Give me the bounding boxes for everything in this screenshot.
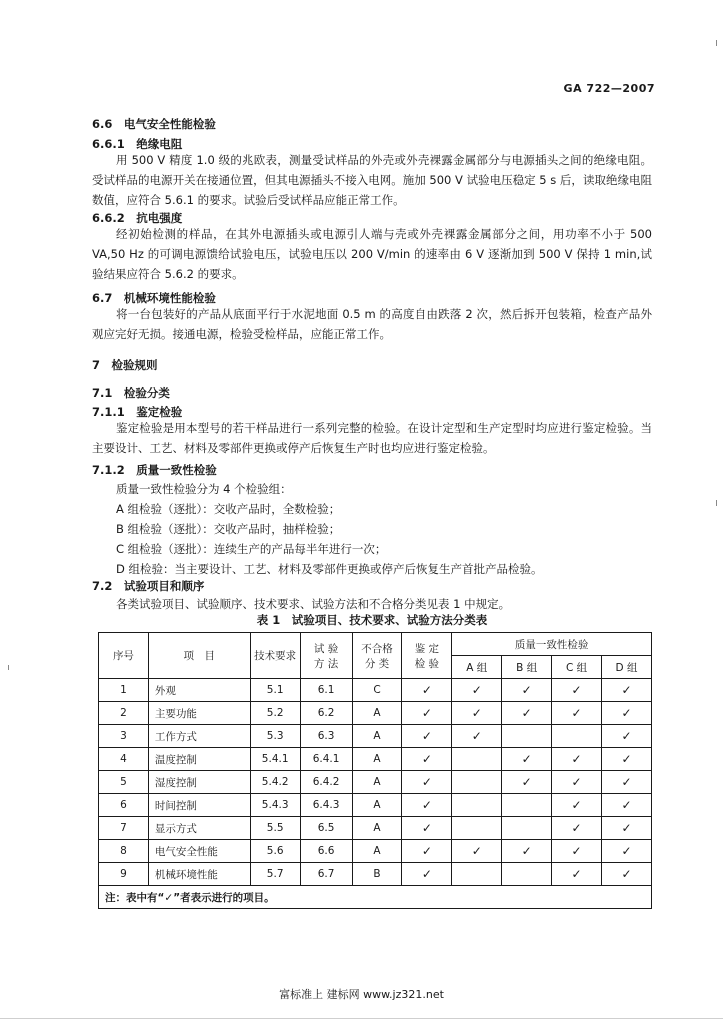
- check-cell-ident: [402, 794, 452, 817]
- check-mark-icon: ✓: [621, 775, 632, 789]
- check-mark-icon: ✓: [571, 867, 582, 881]
- check-cell-c: [552, 771, 602, 794]
- header-no: 序号: [99, 633, 149, 679]
- check-cell-c: [552, 840, 602, 863]
- check-cell-ident: [402, 679, 452, 702]
- row-number-cell: 7: [99, 817, 149, 840]
- header-group-a: A 组: [452, 656, 502, 679]
- check-cell-ident: [402, 863, 452, 886]
- section-6-6-1-heading: 6.6.1 绝缘电阻: [92, 137, 183, 151]
- check-cell-c: [552, 679, 602, 702]
- check-mark-icon: ✓: [421, 775, 432, 789]
- check-cell-a: [452, 817, 502, 840]
- row-number-cell: 8: [99, 840, 149, 863]
- check-mark-icon: ✓: [571, 798, 582, 812]
- table-row: [99, 771, 652, 794]
- table-row: [99, 725, 652, 748]
- table-caption: 表 1 试验项目、技术要求、试验方法分类表: [256, 613, 488, 627]
- section-7-heading: 7 检验规则: [92, 358, 158, 372]
- check-cell-c: [552, 817, 602, 840]
- check-cell-c: [552, 725, 602, 748]
- row-number-cell: 6: [99, 794, 149, 817]
- row-item-cell: 电气安全性能: [148, 840, 250, 863]
- check-cell-b: [502, 702, 552, 725]
- table-note: 注：表中有“✓”者表示进行的项目。: [99, 886, 652, 909]
- check-mark-icon: ✓: [621, 867, 632, 881]
- group-list-line: D 组检验：当主要设计、工艺、材料及零部件更换或停产后恢复生产首批产品检验。: [116, 562, 543, 576]
- row-number-cell: 2: [99, 702, 149, 725]
- row-item-cell: 机械环境性能: [148, 863, 250, 886]
- header-group-b: B 组: [502, 656, 552, 679]
- check-cell-ident: [402, 702, 452, 725]
- check-cell-a: [452, 863, 502, 886]
- row-method-cell: 6.7: [300, 863, 352, 886]
- row-class-cell: A: [352, 794, 402, 817]
- header-item: 项 目: [148, 633, 250, 679]
- scan-speck: [716, 500, 717, 506]
- row-requirement-cell: 5.4.1: [250, 748, 300, 771]
- section-6-7-heading: 6.7 机械环境性能检验: [92, 291, 216, 305]
- check-cell-b: [502, 840, 552, 863]
- check-mark-icon: ✓: [621, 752, 632, 766]
- check-mark-icon: ✓: [521, 683, 532, 697]
- check-cell-ident: [402, 771, 452, 794]
- check-mark-icon: ✓: [571, 821, 582, 835]
- check-cell-b: [502, 794, 552, 817]
- row-item-cell: 工作方式: [148, 725, 250, 748]
- row-number-cell: 9: [99, 863, 149, 886]
- row-requirement-cell: 5.2: [250, 702, 300, 725]
- section-6-6-1-text: 用 500 V 精度 1.0 级的兆欧表，测量受试样品的外壳或外壳裸露金属部分与电源插头之间的绝缘电阻。受试样品的电源开关在接通位置，但其电源插头不接入电网。施加 500 V 试验电压稳定 5 s 后，读取绝缘电阻数值，应符合 5.6.1 的要求。试验后受试样品应能正常工作。: [92, 153, 652, 207]
- check-cell-d: [602, 817, 652, 840]
- check-cell-d: [602, 840, 652, 863]
- check-mark-icon: ✓: [571, 752, 582, 766]
- row-number-cell: 5: [99, 771, 149, 794]
- check-cell-a: [452, 702, 502, 725]
- check-mark-icon: ✓: [421, 844, 432, 858]
- group-list-line: A 组检验（逐批）：交收产品时，全数检验；: [116, 502, 341, 516]
- check-cell-c: [552, 794, 602, 817]
- row-number-cell: 3: [99, 725, 149, 748]
- row-class-cell: C: [352, 679, 402, 702]
- check-mark-icon: ✓: [521, 706, 532, 720]
- row-class-cell: B: [352, 863, 402, 886]
- check-mark-icon: ✓: [421, 683, 432, 697]
- header-requirement: 技术要求: [250, 633, 300, 679]
- row-number-cell: 1: [99, 679, 149, 702]
- check-cell-a: [452, 771, 502, 794]
- check-mark-icon: ✓: [421, 729, 432, 743]
- row-class-cell: A: [352, 702, 402, 725]
- check-cell-b: [502, 817, 552, 840]
- section-7-1-1-text: 鉴定检验是用本型号的若干样品进行一系列完整的检验。在设计定型和生产定型时均应进行鉴定检验。当主要设计、工艺、材料及零部件更换或停产后恢复生产时也均应进行鉴定检验。: [92, 421, 652, 455]
- check-mark-icon: ✓: [621, 729, 632, 743]
- check-cell-d: [602, 679, 652, 702]
- check-mark-icon: ✓: [421, 798, 432, 812]
- check-cell-ident: [402, 817, 452, 840]
- scan-bottom-line: [0, 1018, 723, 1019]
- check-mark-icon: ✓: [421, 752, 432, 766]
- header-nonconformity: 不合格 分 类: [352, 633, 402, 679]
- check-mark-icon: ✓: [571, 683, 582, 697]
- header-group-d: D 组: [602, 656, 652, 679]
- check-cell-d: [602, 702, 652, 725]
- check-mark-icon: ✓: [471, 683, 482, 697]
- row-class-cell: A: [352, 748, 402, 771]
- row-item-cell: 显示方式: [148, 817, 250, 840]
- row-class-cell: A: [352, 817, 402, 840]
- row-method-cell: 6.4.3: [300, 794, 352, 817]
- check-cell-ident: [402, 725, 452, 748]
- row-class-cell: A: [352, 725, 402, 748]
- group-list-line: C 组检验（逐批）：连续生产的产品每半年进行一次；: [116, 542, 387, 556]
- check-cell-d: [602, 725, 652, 748]
- row-requirement-cell: 5.5: [250, 817, 300, 840]
- check-mark-icon: ✓: [521, 775, 532, 789]
- row-item-cell: 主要功能: [148, 702, 250, 725]
- check-cell-ident: [402, 840, 452, 863]
- check-cell-b: [502, 863, 552, 886]
- check-cell-c: [552, 748, 602, 771]
- row-requirement-cell: 5.1: [250, 679, 300, 702]
- check-mark-icon: ✓: [521, 752, 532, 766]
- row-requirement-cell: 5.4.3: [250, 794, 300, 817]
- row-item-cell: 温度控制: [148, 748, 250, 771]
- check-cell-d: [602, 794, 652, 817]
- header-group-c: C 组: [552, 656, 602, 679]
- table-row: [99, 702, 652, 725]
- check-cell-c: [552, 702, 602, 725]
- row-class-cell: A: [352, 771, 402, 794]
- row-item-cell: 湿度控制: [148, 771, 250, 794]
- check-cell-b: [502, 679, 552, 702]
- check-mark-icon: ✓: [421, 706, 432, 720]
- section-7-2-text: 各类试验项目、试验顺序、技术要求、试验方法和不合格分类见表 1 中规定。: [116, 597, 511, 611]
- section-7-1-1-heading: 7.1.1 鉴定检验: [92, 405, 183, 419]
- check-cell-d: [602, 748, 652, 771]
- check-cell-a: [452, 679, 502, 702]
- section-6-6-2-heading: 6.6.2 抗电强度: [92, 211, 183, 225]
- table-row: [99, 679, 652, 702]
- footer-watermark-text: 富标准上 建标网 www.jz321.net: [279, 988, 444, 1001]
- check-mark-icon: ✓: [621, 844, 632, 858]
- header-identification: 鉴 定 检 验: [402, 633, 452, 679]
- check-cell-a: [452, 748, 502, 771]
- check-mark-icon: ✓: [621, 821, 632, 835]
- check-cell-d: [602, 863, 652, 886]
- check-cell-b: [502, 725, 552, 748]
- test-items-table: [98, 632, 652, 909]
- check-mark-icon: ✓: [471, 844, 482, 858]
- group-list-line: 质量一致性检验分为 4 个检验组：: [116, 482, 292, 496]
- check-mark-icon: ✓: [421, 867, 432, 881]
- standard-number: GA 722—2007: [563, 82, 655, 95]
- check-mark-icon: ✓: [571, 775, 582, 789]
- section-6-6-heading: 6.6 电气安全性能检验: [92, 117, 216, 131]
- check-cell-d: [602, 771, 652, 794]
- section-7-1-2-heading: 7.1.2 质量一致性检验: [92, 463, 217, 477]
- header-method: 试 验 方 法: [300, 633, 352, 679]
- check-cell-ident: [402, 748, 452, 771]
- row-method-cell: 6.6: [300, 840, 352, 863]
- check-cell-b: [502, 771, 552, 794]
- row-method-cell: 6.5: [300, 817, 352, 840]
- header-quality-consistency: 质量一致性检验: [452, 633, 652, 656]
- row-requirement-cell: 5.4.2: [250, 771, 300, 794]
- row-method-cell: 6.2: [300, 702, 352, 725]
- table-row: [99, 840, 652, 863]
- row-requirement-cell: 5.7: [250, 863, 300, 886]
- row-method-cell: 6.1: [300, 679, 352, 702]
- check-cell-a: [452, 794, 502, 817]
- check-mark-icon: ✓: [421, 821, 432, 835]
- section-6-6-2-text: 经初始检测的样品，在其外电源插头或电源引人端与壳或外壳裸露金属部分之间，用功率不小于 500 VA,50 Hz 的可调电源馈给试验电压，试验电压以 200 V/min 的速率由 6 V 逐渐加到 500 V 保持 1 min,试验结果应符合 5.6.2 的要求。: [92, 227, 652, 281]
- check-mark-icon: ✓: [571, 706, 582, 720]
- row-number-cell: 4: [99, 748, 149, 771]
- row-method-cell: 6.4.2: [300, 771, 352, 794]
- table-body: [99, 679, 652, 886]
- table-row: [99, 748, 652, 771]
- table-row: [99, 817, 652, 840]
- row-item-cell: 外观: [148, 679, 250, 702]
- check-cell-a: [452, 840, 502, 863]
- check-mark-icon: ✓: [471, 729, 482, 743]
- check-mark-icon: ✓: [521, 844, 532, 858]
- row-method-cell: 6.4.1: [300, 748, 352, 771]
- check-cell-a: [452, 725, 502, 748]
- row-requirement-cell: 5.6: [250, 840, 300, 863]
- scan-speck: [8, 665, 9, 670]
- check-mark-icon: ✓: [621, 683, 632, 697]
- check-mark-icon: ✓: [621, 706, 632, 720]
- section-6-7-text: 将一台包装好的产品从底面平行于水泥地面 0.5 m 的高度自由跌落 2 次，然后拆开包装箱，检查产品外观应完好无损。接通电源，检验受检样品，应能正常工作。: [92, 307, 652, 341]
- check-cell-c: [552, 863, 602, 886]
- row-item-cell: 时间控制: [148, 794, 250, 817]
- check-mark-icon: ✓: [621, 798, 632, 812]
- group-list-line: B 组检验（逐批）：交收产品时，抽样检验；: [116, 522, 341, 536]
- check-mark-icon: ✓: [471, 706, 482, 720]
- table-row: [99, 863, 652, 886]
- row-method-cell: 6.3: [300, 725, 352, 748]
- row-requirement-cell: 5.3: [250, 725, 300, 748]
- section-7-1-heading: 7.1 检验分类: [92, 386, 170, 400]
- table-row: [99, 794, 652, 817]
- row-class-cell: A: [352, 840, 402, 863]
- check-mark-icon: ✓: [571, 844, 582, 858]
- scan-speck: [716, 40, 717, 46]
- check-cell-b: [502, 748, 552, 771]
- section-7-2-heading: 7.2 试验项目和顺序: [92, 579, 205, 593]
